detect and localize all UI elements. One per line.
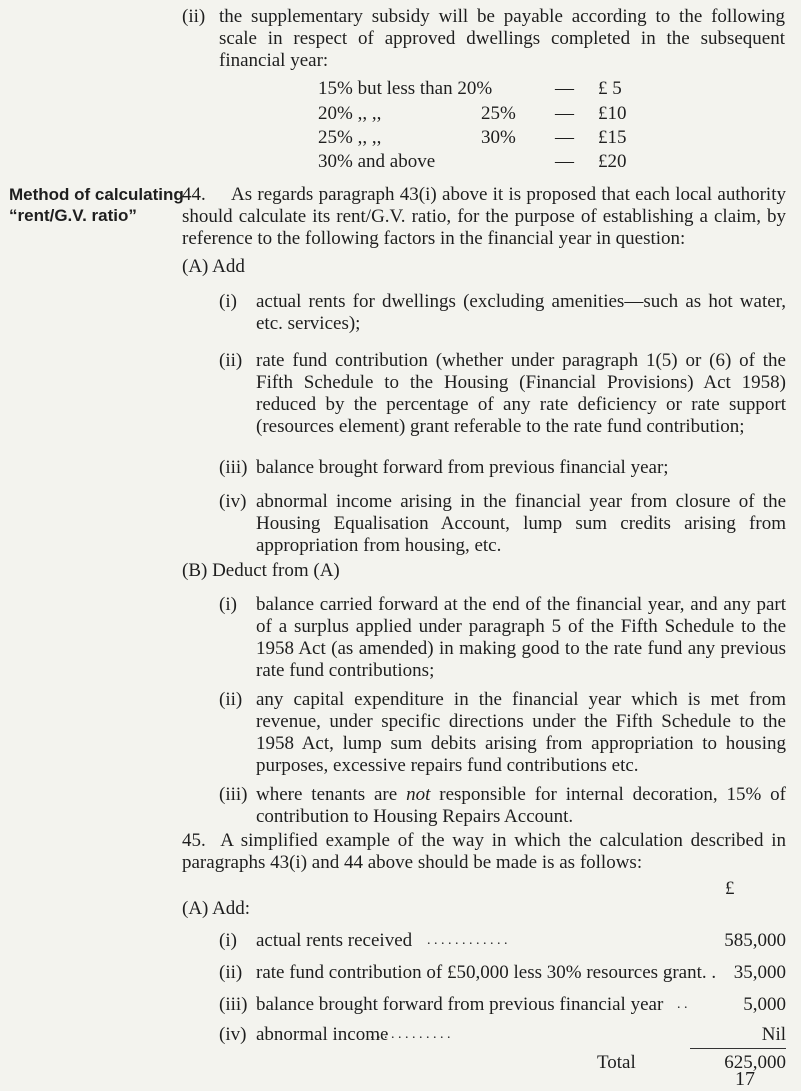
row-value: 35,000 bbox=[733, 962, 786, 983]
deduct-item-text: any capital expenditure in the financial year which is met from revenue, under specific directions under the Fifth Schedule to the 1958 Act, lump sum debits arising from appropriation to housing purposes, excessive repairs fund contributions etc. bbox=[256, 689, 786, 776]
row-value: Nil bbox=[761, 1024, 786, 1045]
scale-dash: — bbox=[555, 151, 574, 172]
section-title: Deduct from (A) bbox=[212, 560, 340, 581]
para-text: As regards paragraph 43(i) above it is proposed that each local authority should calculate its rent/G.V. ratio, for the purpose of establishing a claim, by reference to the following factors in the financial year in question: bbox=[182, 184, 786, 249]
scale-dash: — bbox=[555, 127, 574, 148]
section-title: Add bbox=[212, 256, 245, 277]
intro-label: (ii) bbox=[182, 6, 206, 27]
para-44-text bbox=[182, 184, 786, 250]
scale-dash: — bbox=[555, 103, 574, 124]
item-label: (iii) bbox=[219, 457, 248, 478]
add-item-text: rate fund contribution (whether under paragraph 1(5) or (6) of the Fifth Schedule to the Housing (Financial Provisions) Act 1958) reduced by the percentage of any rate deficiency or rate support (resources element) grant referable to the rate fund contribution; bbox=[256, 350, 786, 437]
item-label: (i) bbox=[219, 594, 237, 615]
row-text: actual rents received bbox=[256, 930, 413, 951]
scale-dash: — bbox=[555, 78, 574, 99]
row-dots: . . bbox=[677, 997, 688, 1012]
para-number: 44. bbox=[182, 184, 206, 205]
scale-amount: £10 bbox=[598, 103, 627, 124]
item-label: (iv) bbox=[219, 491, 247, 512]
row-text: rate fund contribution of £50,000 less 30% resources grant. . bbox=[256, 962, 717, 983]
intro-text: the supplementary subsidy will be payable according to the following scale in respect of approved dwellings completed in the subsequent financial year: bbox=[219, 6, 785, 71]
scale-amount: £ 5 bbox=[598, 78, 622, 99]
total-value: 625,000 bbox=[724, 1052, 786, 1073]
page-number: 17 bbox=[735, 1068, 755, 1090]
add-item-text: abnormal income arising in the financial year from closure of the Housing Equalisation Account, lump sum credits arising from appropriation from housing, etc. bbox=[256, 491, 786, 556]
item-label: (i) bbox=[219, 291, 237, 312]
sidenote-heading bbox=[9, 184, 184, 226]
example-heading: (A) Add: bbox=[182, 898, 251, 919]
para-45-text bbox=[182, 830, 786, 874]
item-label: (iii) bbox=[219, 784, 248, 805]
section-label: (A) bbox=[182, 256, 209, 277]
row-label: (i) bbox=[219, 930, 237, 951]
scale-range: 15% but less than 20% bbox=[318, 78, 493, 99]
scale-range: 25% ,, ,, bbox=[318, 127, 382, 148]
add-item-text: actual rents for dwellings (excluding amenities—such as hot water, etc. services); bbox=[256, 291, 786, 334]
deduct-item-text bbox=[256, 784, 786, 828]
row-dots: . . . . . . . . . . . . bbox=[427, 933, 508, 948]
section-b-heading bbox=[182, 560, 340, 582]
section-label: (B) bbox=[182, 560, 208, 581]
total-rule bbox=[690, 1048, 786, 1049]
row-value: 5,000 bbox=[743, 994, 786, 1015]
sidenote-line: “rent/G.V. ratio” bbox=[9, 206, 137, 225]
text-fragment: responsible for internal decoration, 15% of contribution to Housing Repairs Account. bbox=[256, 784, 787, 827]
scale-range: 30% and above bbox=[318, 151, 436, 172]
scale-amount: £20 bbox=[598, 151, 627, 172]
para-text: A simplified example of the way in which the calculation described in paragraphs 43(i) and 44 above should be made is as follows: bbox=[182, 830, 787, 873]
row-dots: . . . . . . . . . . . . bbox=[370, 1027, 451, 1042]
currency-header: £ bbox=[725, 878, 735, 899]
item-label: (ii) bbox=[219, 689, 243, 710]
scale-amount: £15 bbox=[598, 127, 627, 148]
row-text: abnormal income bbox=[256, 1024, 389, 1045]
scale-range: 20% ,, ,, bbox=[318, 103, 382, 124]
emphasis: not bbox=[406, 784, 431, 805]
row-label: (iii) bbox=[219, 994, 248, 1015]
add-item-text: balance brought forward from previous financial year; bbox=[256, 457, 669, 478]
para-number: 45. bbox=[182, 830, 206, 851]
scale-pct: 30% bbox=[481, 127, 516, 148]
item-label: (ii) bbox=[219, 350, 243, 371]
sidenote-line: Method of calculating bbox=[9, 185, 184, 204]
section-a-heading bbox=[182, 256, 245, 278]
scale-row bbox=[318, 78, 492, 100]
row-label: (iv) bbox=[219, 1024, 247, 1045]
total-label: Total bbox=[597, 1052, 636, 1073]
deduct-item-text: balance carried forward at the end of the financial year, and any part of a surplus applied under paragraph 5 of the Fifth Schedule to the 1958 Act (as amended) in making good to the rate fund any previous rate fund contributions; bbox=[256, 594, 786, 681]
scale-pct: 25% bbox=[481, 103, 516, 124]
row-value: 585,000 bbox=[724, 930, 786, 951]
row-label: (ii) bbox=[219, 962, 243, 983]
row-text: balance brought forward from previous financial year bbox=[256, 994, 664, 1015]
text-fragment: where tenants are bbox=[256, 784, 398, 805]
